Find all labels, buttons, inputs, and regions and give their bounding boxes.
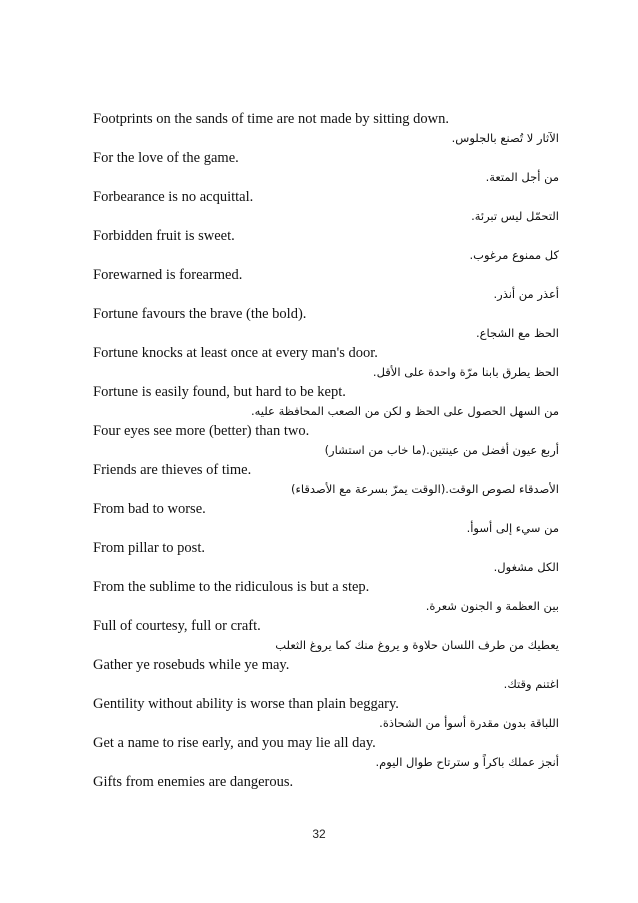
proverb-entry bbox=[93, 228, 559, 264]
english-proverb: Forbidden fruit is sweet. bbox=[93, 228, 235, 244]
arabic-translation: اللباقة بدون مقدرة أسوأ من الشحاذة. bbox=[379, 716, 559, 730]
english-proverb: Fortune favours the brave (the bold). bbox=[93, 306, 307, 322]
proverb-entry bbox=[93, 384, 559, 420]
english-proverb: From bad to worse. bbox=[93, 501, 206, 517]
arabic-translation: التحمّل ليس تبرئة. bbox=[471, 209, 559, 223]
english-proverb: Get a name to rise early, and you may lie all day. bbox=[93, 735, 376, 751]
proverb-entry bbox=[93, 267, 559, 303]
arabic-translation: الحظ مع الشجاع. bbox=[475, 326, 559, 340]
arabic-translation: أربع عيون أفضل من عينتين.(ما خاب من استشار) bbox=[324, 443, 559, 457]
arabic-translation: الأصدقاء لصوص الوقت.(الوقت يمرّ بسرعة مع الأصدقاء) bbox=[291, 482, 559, 496]
arabic-translation: الكل مشغول. bbox=[493, 560, 559, 574]
english-proverb: For the love of the game. bbox=[93, 150, 239, 166]
proverb-entry bbox=[93, 540, 559, 576]
arabic-translation: من أجل المتعة. bbox=[485, 170, 559, 184]
proverb-entry bbox=[93, 345, 559, 381]
arabic-translation: من السهل الحصول على الحظ و لكن من الصعب المحافظة عليه. bbox=[250, 404, 559, 418]
proverb-entry bbox=[93, 696, 559, 732]
english-proverb: Forbearance is no acquittal. bbox=[93, 189, 254, 205]
proverb-entry bbox=[93, 462, 559, 498]
arabic-translation: أنجز عملك باكراً و سترتاح طوال اليوم. bbox=[375, 755, 559, 769]
proverb-entry bbox=[93, 657, 559, 693]
english-proverb: Footprints on the sands of time are not made by sitting down. bbox=[93, 111, 450, 127]
english-proverb: Friends are thieves of time. bbox=[93, 462, 252, 478]
english-proverb: Full of courtesy, full or craft. bbox=[93, 618, 261, 634]
arabic-translation: الحظ يطرق بابنا مرّة واحدة على الأقل. bbox=[372, 365, 559, 379]
proverb-entry bbox=[93, 306, 559, 342]
proverb-list bbox=[93, 111, 559, 791]
arabic-translation: كل ممنوع مرغوب. bbox=[469, 248, 559, 262]
english-proverb: Fortune knocks at least once at every man's door. bbox=[93, 345, 378, 361]
english-proverb: Gather ye rosebuds while ye may. bbox=[93, 657, 290, 673]
english-proverb: Gentility without ability is worse than plain beggary. bbox=[93, 696, 399, 712]
english-proverb: Gifts from enemies are dangerous. bbox=[93, 774, 294, 790]
english-proverb: From the sublime to the ridiculous is but a step. bbox=[93, 579, 370, 595]
arabic-translation: من سيء إلى أسوأ. bbox=[466, 521, 559, 535]
arabic-translation: يعطيك من طرف اللسان حلاوة و يروغ منك كما يروغ الثعلب bbox=[275, 638, 559, 652]
arabic-translation: اغتنم وقتك. bbox=[503, 677, 559, 691]
english-proverb: From pillar to post. bbox=[93, 540, 205, 556]
english-proverb: Fortune is easily found, but hard to be kept. bbox=[93, 384, 346, 400]
proverb-entry bbox=[93, 111, 559, 147]
proverb-entry bbox=[93, 774, 559, 791]
arabic-translation: الآثار لا تُصنع بالجلوس. bbox=[451, 131, 559, 145]
proverb-entry bbox=[93, 150, 559, 186]
proverb-entry bbox=[93, 423, 559, 459]
proverb-entry bbox=[93, 735, 559, 771]
arabic-translation: بين العظمة و الجنون شعرة. bbox=[425, 599, 559, 613]
proverb-entry bbox=[93, 501, 559, 537]
arabic-translation: أعذر من أنذر. bbox=[493, 287, 559, 301]
proverb-entry bbox=[93, 618, 559, 654]
proverb-entry bbox=[93, 189, 559, 225]
english-proverb: Forewarned is forearmed. bbox=[93, 267, 243, 283]
page-number: 32 bbox=[312, 827, 326, 841]
english-proverb: Four eyes see more (better) than two. bbox=[93, 423, 310, 439]
proverb-entry bbox=[93, 579, 559, 615]
